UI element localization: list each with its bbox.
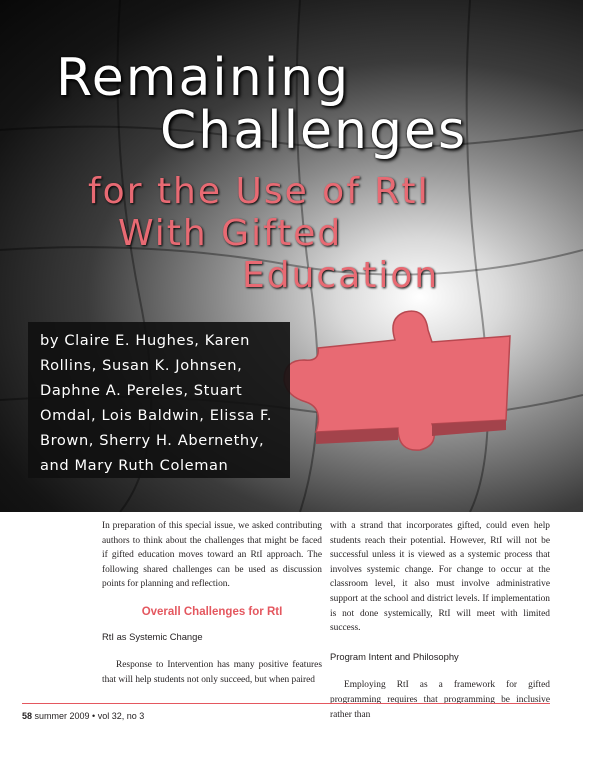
byline-line: Daphne A. Pereles, Stuart: [40, 382, 243, 399]
subtitle-line-2: With Gifted: [118, 213, 343, 254]
subheading-program-intent: Program Intent and Philosophy: [330, 650, 459, 662]
body-paragraph-continued: with a strand that incorporates gifted, could even help students reach their potential. However, RtI will not be successful unless it is viewed as a systemic process that involves systemic change. For change to occur at the classroom level, it also must involve administrative support at the school and district levels. If implementation is not done systemically, RtI will meet with limited success.: [330, 521, 550, 634]
body-paragraph: Employing RtI as a framework for gifted programming requires that programming be inclusive rather than: [330, 680, 550, 720]
author-byline: [28, 322, 290, 478]
title-line-1: Remaining: [56, 48, 351, 108]
byline-line: by Claire E. Hughes, Karen: [40, 332, 250, 349]
byline-line: and Mary Ruth Coleman: [40, 457, 229, 474]
byline-line: Brown, Sherry H. Abernethy,: [40, 432, 265, 449]
byline-line: Rollins, Susan K. Johnsen,: [40, 357, 243, 374]
byline-line: Omdal, Lois Baldwin, Elissa F.: [40, 407, 272, 424]
right-column: [330, 519, 550, 722]
page-footer: [22, 711, 144, 721]
intro-paragraph: In preparation of this special issue, we asked contributing authors to think about the challenges that might be faced if gifted education moves toward an RtI approach. The following shared challenges can be used as discussion points for planning and reflection.: [102, 521, 322, 590]
title-line-2: Challenges: [160, 101, 468, 161]
page-number: 58: [22, 711, 33, 721]
body-paragraph: Response to Intervention has many positive features that will help students not only succeed, but when paired: [102, 660, 322, 685]
footer-rule: [22, 703, 550, 704]
subtitle-line-3: Education: [242, 255, 440, 296]
section-heading: Overall Challenges for RtI: [141, 605, 283, 618]
subheading-systemic-change: RtI as Systemic Change: [102, 630, 203, 642]
subtitle-line-1: for the Use of RtI: [88, 171, 431, 212]
left-column: [102, 519, 322, 687]
issue-info: summer 2009 • vol 32, no 3: [34, 711, 145, 721]
